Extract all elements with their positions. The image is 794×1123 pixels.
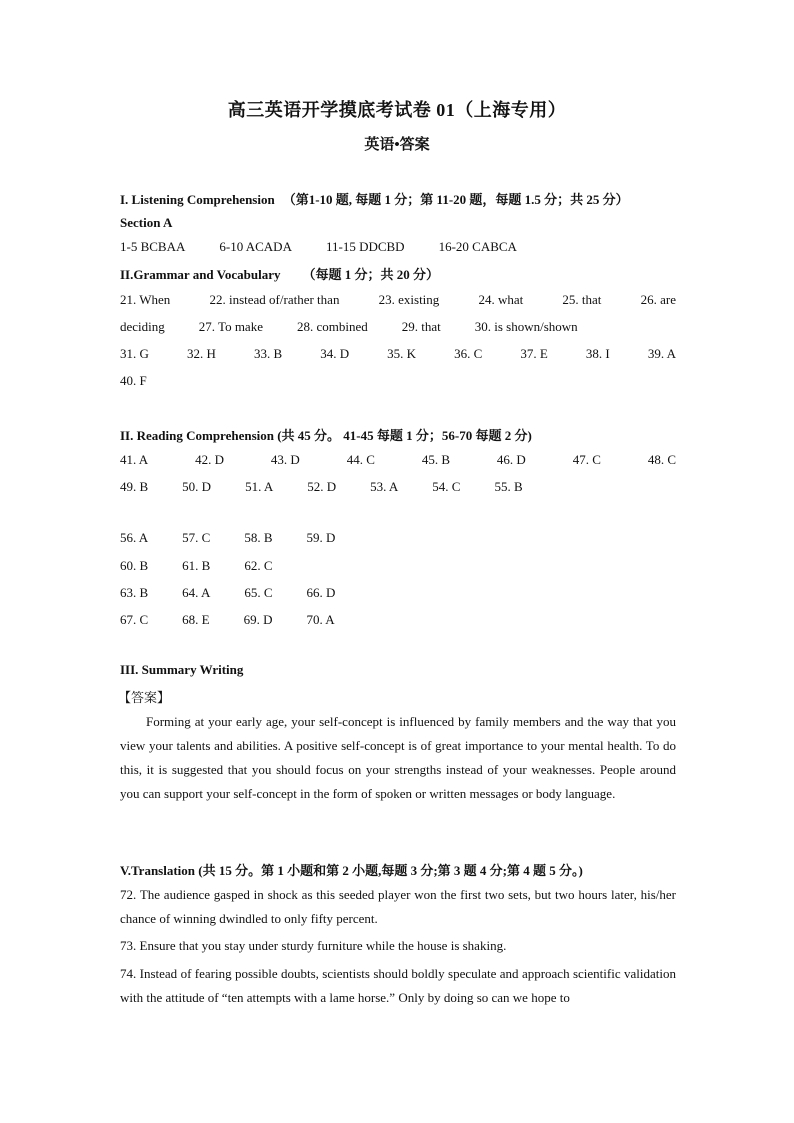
translation-number: 73. xyxy=(120,938,137,953)
grammar-heading xyxy=(120,264,439,283)
grammar-answer-row xyxy=(120,292,676,308)
translation-text: The audience gasped in shock as this seeded player won the first two sets, but two hours later, his/her chance of winning dwindled to only fifty percent. xyxy=(120,887,677,926)
listening-answer-group: 6-10 ACADA xyxy=(219,239,292,254)
grammar-answer-row xyxy=(120,319,676,335)
grammar-answer: 36. C xyxy=(454,346,483,361)
reading-answer: 58. B xyxy=(244,530,273,545)
translation-item-72 xyxy=(120,883,676,931)
grammar-answer: 24. what xyxy=(478,292,524,307)
page-subtitle: 英语•答案 xyxy=(364,137,430,153)
translation-item-74 xyxy=(120,962,676,1010)
reading-answer-row xyxy=(120,452,676,468)
grammar-answer: 40. F xyxy=(120,373,147,388)
reading-heading: II. Reading Comprehension (共 45 分。 41-45 每题 1 分；56-70 每题 2 分) xyxy=(120,428,532,443)
grammar-answer: 23. existing xyxy=(378,292,440,307)
reading-answer: 52. D xyxy=(307,479,337,494)
grammar-answer: 28. combined xyxy=(296,319,368,334)
reading-answer: 60. B xyxy=(120,558,149,573)
page-title: 高三英语开学摸底考试卷 01（上海专用） xyxy=(227,100,567,120)
summary-heading: III. Summary Writing xyxy=(120,662,244,677)
reading-answer: 55. B xyxy=(494,479,523,494)
section-a-label: Section A xyxy=(120,215,173,230)
grammar-answer: 25. that xyxy=(562,292,602,307)
reading-answer: 66. D xyxy=(306,585,336,600)
listening-answer-group: 11-15 DDCBD xyxy=(325,239,405,254)
reading-answer: 65. C xyxy=(244,585,273,600)
reading-answer: 50. D xyxy=(182,479,212,494)
translation-heading: V.Translation (共 15 分。第 1 小题和第 2 小题,每题 3 分;第 3 题 4 分;第 4 题 5 分。) xyxy=(120,863,583,878)
reading-answer: 53. A xyxy=(370,479,399,494)
reading-answer: 63. B xyxy=(120,585,149,600)
reading-answer: 64. A xyxy=(182,585,211,600)
reading-answer: 70. A xyxy=(306,612,335,627)
reading-answer: 45. B xyxy=(421,452,450,467)
reading-answer: 68. E xyxy=(182,612,210,627)
reading-answer: 43. D xyxy=(270,452,300,467)
reading-answer: 62. C xyxy=(244,558,273,573)
translation-number: 74. xyxy=(120,966,137,981)
reading-answer: 49. B xyxy=(120,479,149,494)
grammar-answer: 39. A xyxy=(647,346,676,361)
grammar-answer: 27. To make xyxy=(198,319,263,334)
reading-answer: 42. D xyxy=(195,452,224,467)
listening-answers xyxy=(120,239,676,255)
reading-answer: 59. D xyxy=(306,530,336,545)
grammar-answer: 26. are xyxy=(640,292,676,307)
reading-answer: 61. B xyxy=(182,558,211,573)
summary-text: Forming at your early age, your self-concept is influenced by family members and the way that you view your talents and abilities. A positive self-concept is of great importance to your mental health. To do this, it is suggested that you should focus on your strengths instead of your weaknesses. People around you can support your self-concept in the form of spoken or written messages or body language. xyxy=(120,714,676,801)
reading-answer: 67. C xyxy=(120,612,149,627)
grammar-title: II.Grammar and Vocabulary xyxy=(120,267,281,282)
grammar-scoring: （每题 1 分；共 20 分） xyxy=(302,267,439,282)
listening-heading xyxy=(120,189,629,208)
reading-answer: 57. C xyxy=(182,530,211,545)
reading-answer: 54. C xyxy=(432,479,461,494)
summary-answer-label: 【答案】 xyxy=(118,690,171,705)
translation-text: Ensure that you stay under sturdy furniture while the house is shaking. xyxy=(139,938,507,953)
grammar-answer: 29. that xyxy=(401,319,441,334)
reading-answer: 41. A xyxy=(120,452,149,467)
reading-answer-row xyxy=(120,530,676,546)
grammar-answer-row xyxy=(120,346,676,362)
reading-answer: 47. C xyxy=(572,452,601,467)
reading-answer-row xyxy=(120,479,676,495)
grammar-answer: 30. is shown/shown xyxy=(474,319,578,334)
reading-answer: 56. A xyxy=(120,530,149,545)
listening-answer-group: 16-20 CABCA xyxy=(438,239,517,254)
translation-number: 72. xyxy=(120,887,137,902)
reading-answer-row xyxy=(120,585,676,601)
reading-answer: 44. C xyxy=(346,452,375,467)
reading-answer-row xyxy=(120,612,676,628)
listening-scoring: （第1-10 题, 每题 1 分；第 11-20 题，每题 1.5 分；共 25 分） xyxy=(282,192,629,207)
grammar-answer: 33. B xyxy=(253,346,283,361)
reading-answer: 48. C xyxy=(647,452,676,467)
grammar-answer: 37. E xyxy=(520,346,548,361)
reading-answer: 69. D xyxy=(243,612,273,627)
grammar-answer: 35. K xyxy=(387,346,417,361)
grammar-answer: 21. When xyxy=(120,292,171,307)
grammar-answer: 34. D xyxy=(320,346,350,361)
translation-item-73 xyxy=(120,934,676,958)
translation-text: Instead of fearing possible doubts, scientists should boldly speculate and approach scientific validation with the attitude of “ten attempts with a lame horse.” Only by doing so can we hope to xyxy=(120,966,676,1005)
grammar-answer: 38. I xyxy=(585,346,610,361)
listening-answer-group: 1-5 BCBAA xyxy=(120,239,186,254)
grammar-answer: 22. instead of/rather than xyxy=(209,292,340,307)
grammar-answer: 31. G xyxy=(120,346,149,361)
grammar-answer: 32. H xyxy=(186,346,216,361)
reading-answer-row xyxy=(120,558,676,574)
listening-title: I. Listening Comprehension xyxy=(120,192,275,207)
reading-answer: 46. D xyxy=(496,452,526,467)
grammar-answer: deciding xyxy=(120,319,165,334)
reading-answer: 51. A xyxy=(245,479,274,494)
